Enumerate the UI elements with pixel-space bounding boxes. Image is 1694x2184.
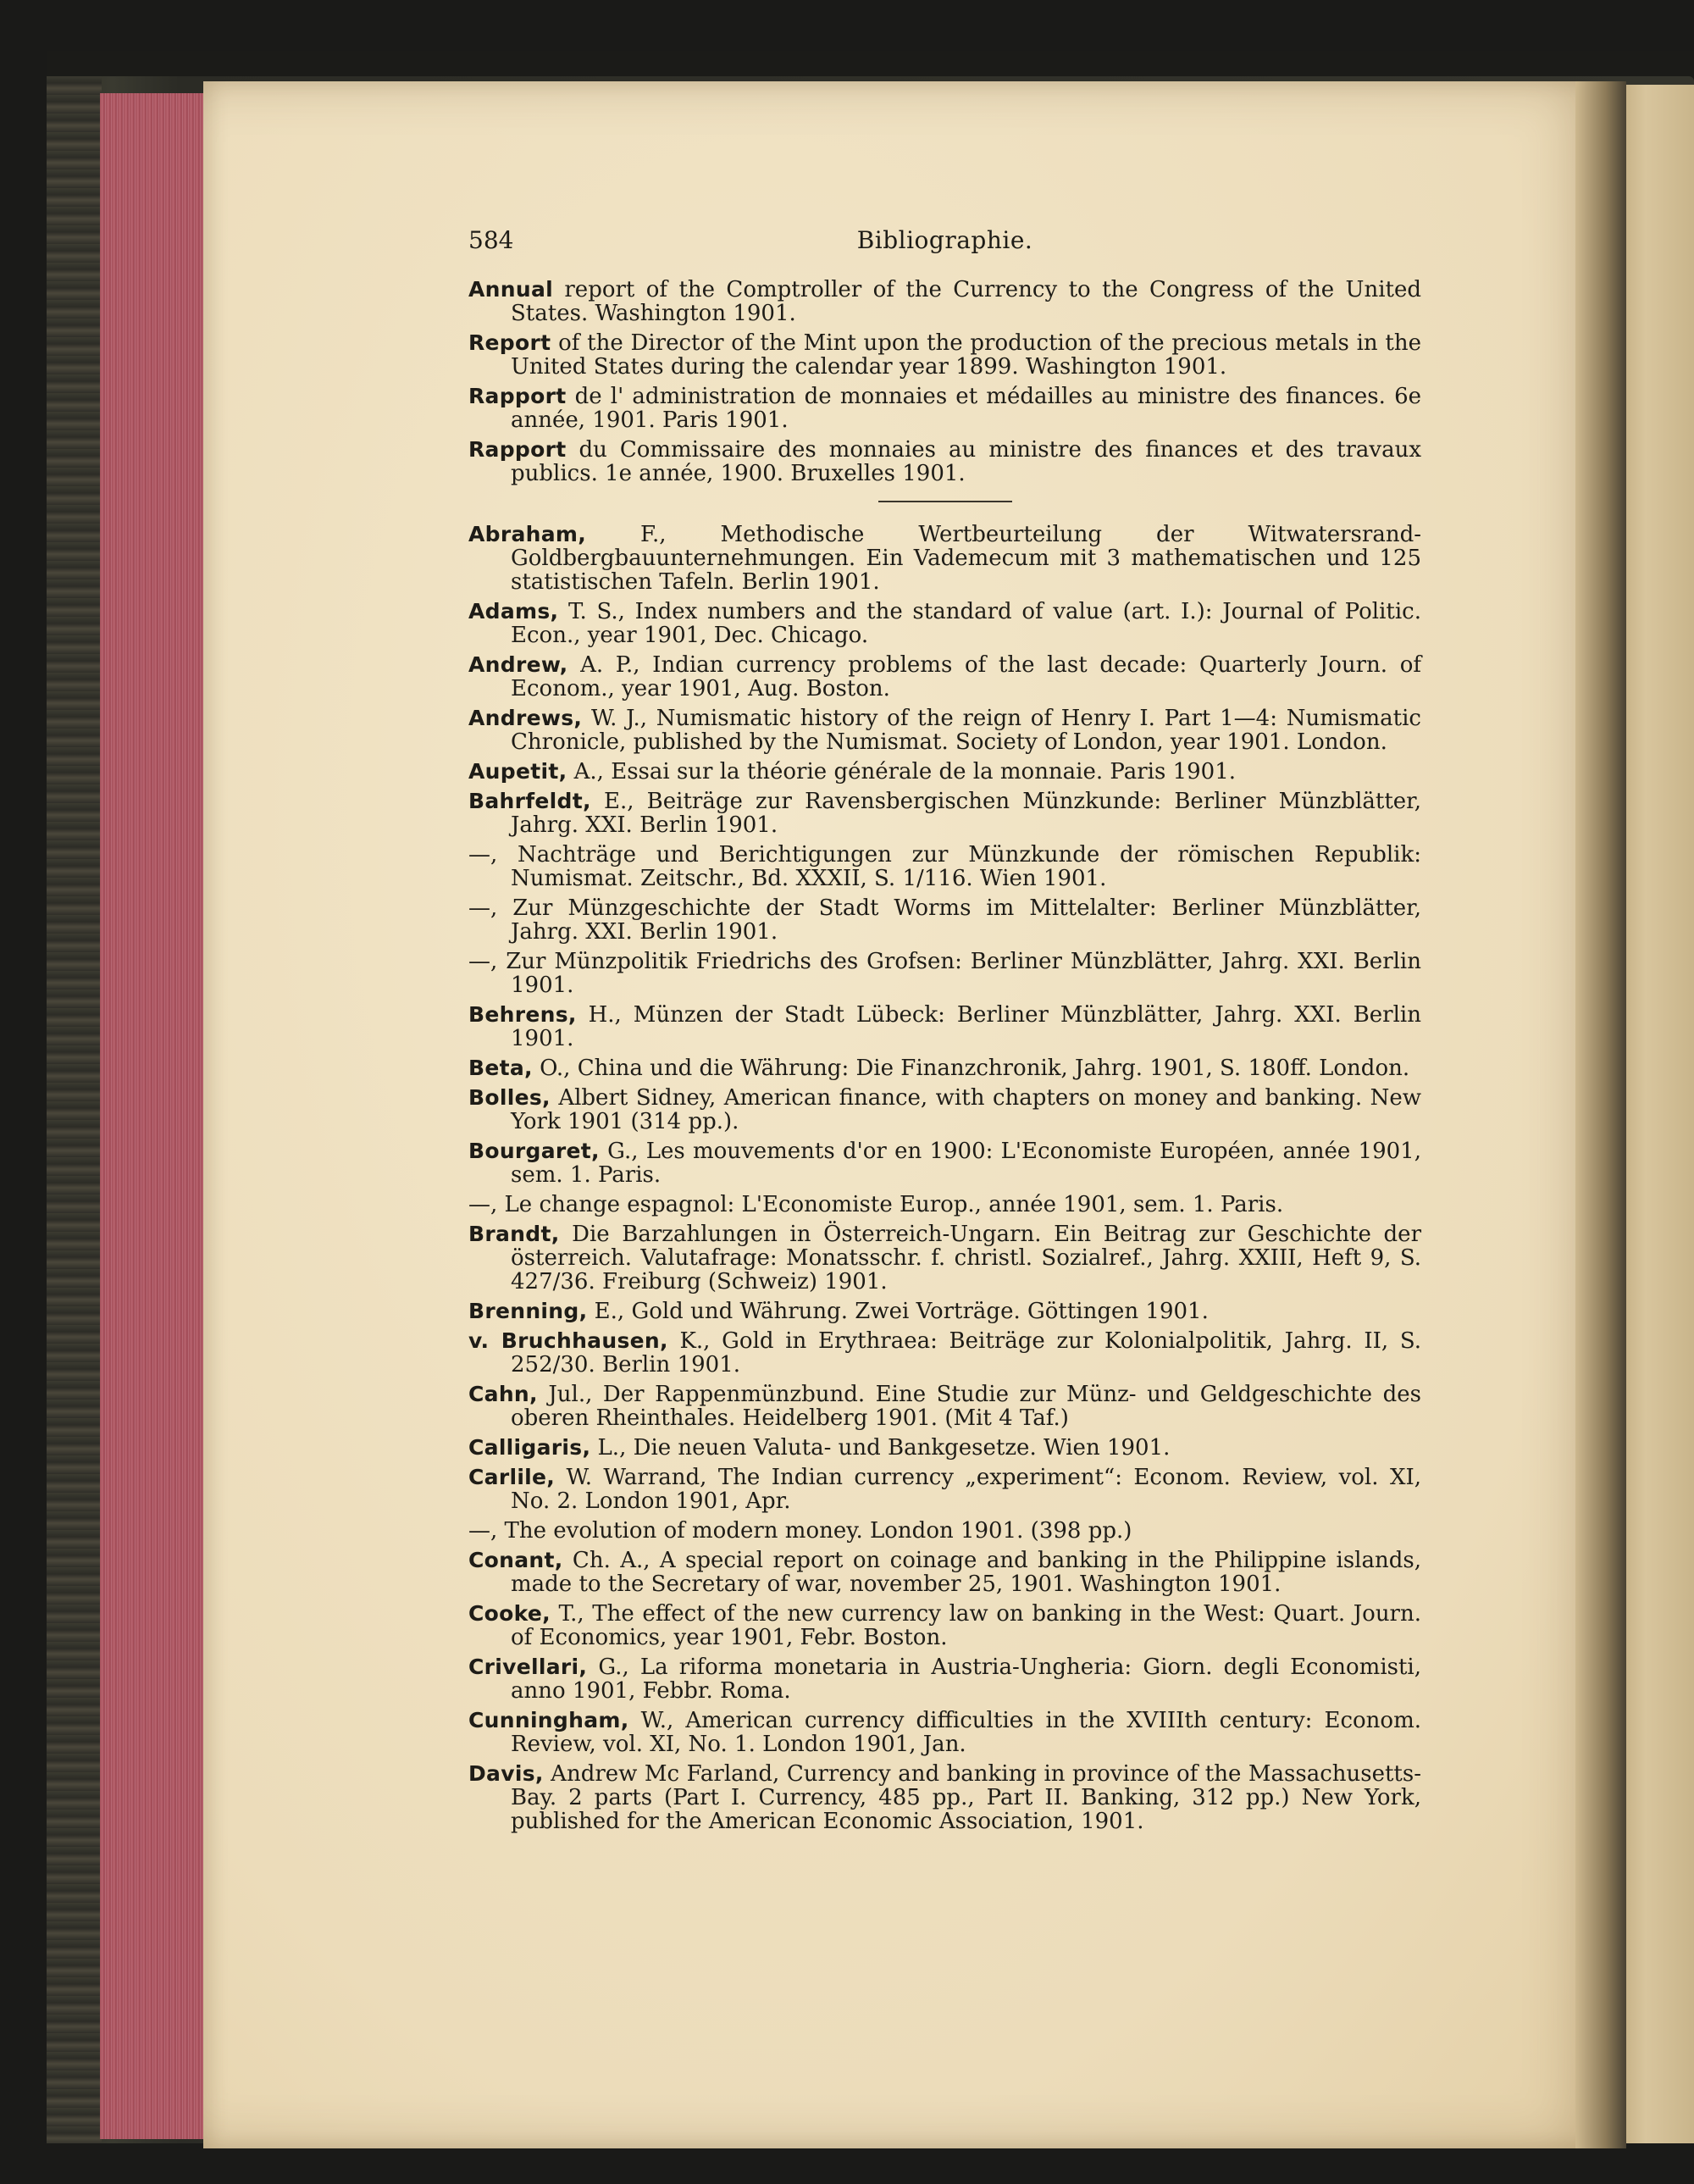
entry-text: H., Münzen der Stadt Lübeck: Berliner Münzblätter, Jahrg. XXI. Berlin 1901. (511, 1002, 1421, 1051)
page-number: 584 (468, 226, 514, 254)
entry-text: —, Zur Münzpolitik Friedrichs des Grofsen: Berliner Münzblätter, Jahrg. XXI. Berlin 1901. (468, 949, 1421, 998)
entry-heading: Crivellari, (468, 1655, 588, 1679)
entry-text: W. J., Numismatic history of the reign of Henry I. Part 1—4: Numismatic Chronicle, published by the Numismat. Society of London, year 1901. London. (511, 706, 1421, 755)
entry-heading: Andrew, (468, 652, 568, 677)
bibliography-entry (468, 278, 1421, 325)
bibliography-entry (468, 1300, 1421, 1323)
entry-heading: Carlile, (468, 1465, 556, 1489)
bibliography-entry (468, 1222, 1421, 1294)
entry-text: of the Director of the Mint upon the production of the precious metals in the United States during the calendar year 1899. Washington 1901. (511, 330, 1421, 380)
entry-heading: Davis, (468, 1761, 544, 1786)
entry-text: Die Barzahlungen in Österreich-Ungarn. Ein Beitrag zur Geschichte der österreich. Valutafrage: Monatsschr. f. christl. Sozialref., Jahrg. XXIII, Heft 9, S. 427/36. Freiburg (Schweiz) 1901. (511, 1222, 1421, 1294)
entry-heading: Cahn, (468, 1382, 538, 1406)
bibliography-entry (468, 1709, 1421, 1756)
entry-heading: Brandt, (468, 1222, 560, 1246)
entry-text: G., Les mouvements d'or en 1900: L'Economiste Européen, année 1901, sem. 1. Paris. (511, 1139, 1421, 1188)
entry-heading: Rapport (468, 437, 567, 462)
entry-heading: Cunningham, (468, 1708, 629, 1732)
entry-heading: Calligaris, (468, 1435, 591, 1460)
bibliography-entry (468, 1602, 1421, 1649)
bibliography-entry (468, 1056, 1421, 1080)
entry-text: Jul., Der Rappenmünzbund. Eine Studie zur Münz- und Geldgeschichte des oberen Rheinthales. Heidelberg 1901. (Mit 4 Taf.) (511, 1382, 1421, 1431)
page-edges (100, 93, 210, 2139)
bibliography-entry (468, 896, 1421, 944)
entry-text: A., Essai sur la théorie générale de la monnaie. Paris 1901. (567, 759, 1237, 784)
bibliography-section-authors (468, 523, 1421, 1833)
entry-text: T., The effect of the new currency law on banking in the West: Quart. Journ. of Economics, year 1901, Febr. Boston. (511, 1601, 1421, 1650)
entry-heading: Bolles, (468, 1085, 551, 1110)
entry-heading: Aupetit, (468, 759, 567, 784)
bibliography-entry (468, 385, 1421, 432)
bibliography-entry (468, 950, 1421, 997)
bibliography-entry (468, 653, 1421, 701)
entry-text: E., Gold und Währung. Zwei Vorträge. Göttingen 1901. (587, 1299, 1209, 1324)
entry-text: —, Nachträge und Berichtigungen zur Münzkunde der römischen Republik: Numismat. Zeitschr., Bd. XXXII, S. 1/116. Wien 1901. (468, 842, 1421, 891)
entry-text: Albert Sidney, American finance, with chapters on money and banking. New York 1901 (314 pp.). (511, 1085, 1421, 1134)
entry-text: —, Zur Münzgeschichte der Stadt Worms im Mittelalter: Berliner Münzblätter, Jahrg. XXI. Berlin 1901. (468, 895, 1421, 945)
entry-heading: Report (468, 330, 551, 355)
entry-heading: Adams, (468, 599, 559, 624)
cover-edge (47, 76, 102, 2143)
entry-text: F., Methodische Wertbeurteilung der Witwatersrand-Goldbergbauunternehmungen. Ein Vademecum mit 3 mathematischen und 125 statistischen Tafeln. Berlin 1901. (511, 522, 1421, 595)
entry-text: E., Beiträge zur Ravensbergischen Münzkunde: Berliner Münzblätter, Jahrg. XXI. Berlin 1901. (511, 789, 1421, 838)
entry-heading: Annual (468, 277, 553, 302)
entry-heading: Brenning, (468, 1299, 588, 1323)
entry-heading: v. Bruchhausen, (468, 1328, 668, 1353)
bibliography-entry (468, 600, 1421, 647)
entry-heading: Andrews, (468, 706, 583, 730)
entry-text: de l' administration de monnaies et médailles au ministre des finances. 6e année, 1901. Paris 1901. (511, 384, 1421, 433)
entry-text: T. S., Index numbers and the standard of value (art. I.): Journal of Politic. Econ., year 1901, Dec. Chicago. (511, 599, 1421, 648)
bibliography-entry (468, 1003, 1421, 1050)
bibliography-entry (468, 1466, 1421, 1513)
bibliography-entry (468, 1655, 1421, 1703)
entry-text: report of the Comptroller of the Currency to the Congress of the United States. Washington 1901. (511, 277, 1421, 326)
entry-heading: Beta, (468, 1056, 533, 1080)
bibliography-entry (468, 1519, 1421, 1543)
entry-heading: Abraham, (468, 522, 587, 546)
entry-text: A. P., Indian currency problems of the last decade: Quarterly Journ. of Econom., year 1901, Aug. Boston. (511, 652, 1421, 701)
page-text (468, 226, 1421, 1839)
entry-heading: Rapport (468, 384, 567, 408)
bibliography-entry (468, 1762, 1421, 1833)
bibliography-entry (468, 1086, 1421, 1134)
bibliography-entry (468, 790, 1421, 837)
entry-text: L., Die neuen Valuta- und Bankgesetze. Wien 1901. (590, 1435, 1171, 1461)
section-divider (878, 501, 1012, 502)
bibliography-entry (468, 523, 1421, 594)
bibliography-entry (468, 707, 1421, 754)
book-gutter (1575, 81, 1626, 2148)
bibliography-entry (468, 1383, 1421, 1430)
running-head (468, 226, 1421, 263)
bibliography-entry (468, 331, 1421, 379)
entry-heading: Behrens, (468, 1002, 577, 1027)
entry-heading: Cooke, (468, 1601, 551, 1626)
bibliography-entry (468, 1139, 1421, 1187)
bibliography-entry (468, 1193, 1421, 1217)
bibliography-section-reports (468, 278, 1421, 485)
bibliography-entry (468, 1329, 1421, 1377)
entry-text: —, The evolution of modern money. London 1901. (398 pp.) (468, 1518, 1132, 1544)
entry-text: O., China und die Währung: Die Finanzchronik, Jahrg. 1901, S. 180ff. London. (532, 1056, 1410, 1081)
entry-text: W., American currency difficulties in the XVIIIth century: Econom. Review, vol. XI, No. 1. London 1901, Jan. (511, 1708, 1421, 1757)
entry-text: G., La riforma monetaria in Austria-Ungheria: Giorn. degli Economisti, anno 1901, Febbr. Roma. (511, 1655, 1421, 1704)
bibliography-entry (468, 1436, 1421, 1460)
entry-heading: Bahrfeldt, (468, 789, 591, 813)
entry-text: du Commissaire des monnaies au ministre des finances et des travaux publics. 1e année, 1900. Bruxelles 1901. (511, 437, 1421, 486)
entry-heading: Bourgaret, (468, 1139, 600, 1163)
bibliography-entry (468, 760, 1421, 784)
entry-text: —, Le change espagnol: L'Economiste Europ., année 1901, sem. 1. Paris. (468, 1192, 1284, 1217)
entry-text: K., Gold in Erythraea: Beiträge zur Kolonialpolitik, Jahrg. II, S. 252/30. Berlin 1901. (511, 1328, 1421, 1377)
entry-heading: Conant, (468, 1548, 563, 1572)
entry-text: W. Warrand, The Indian currency „experiment“: Econom. Review, vol. XI, No. 2. London 1901, Apr. (511, 1465, 1421, 1514)
entry-text: Ch. A., A special report on coinage and banking in the Philippine islands, made to the Secretary of war, november 25, 1901. Washington 1901. (511, 1548, 1421, 1597)
running-title: Bibliographie. (856, 226, 1033, 254)
entry-text: Andrew Mc Farland, Currency and banking in province of the Massachusetts-Bay. 2 parts (Part I. Currency, 485 pp., Part II. Banking, 312 pp.) New York, published for the American Economic Association, 1901. (511, 1761, 1421, 1834)
bibliography-entry (468, 1549, 1421, 1596)
bibliography-entry (468, 843, 1421, 890)
bibliography-entry (468, 438, 1421, 485)
